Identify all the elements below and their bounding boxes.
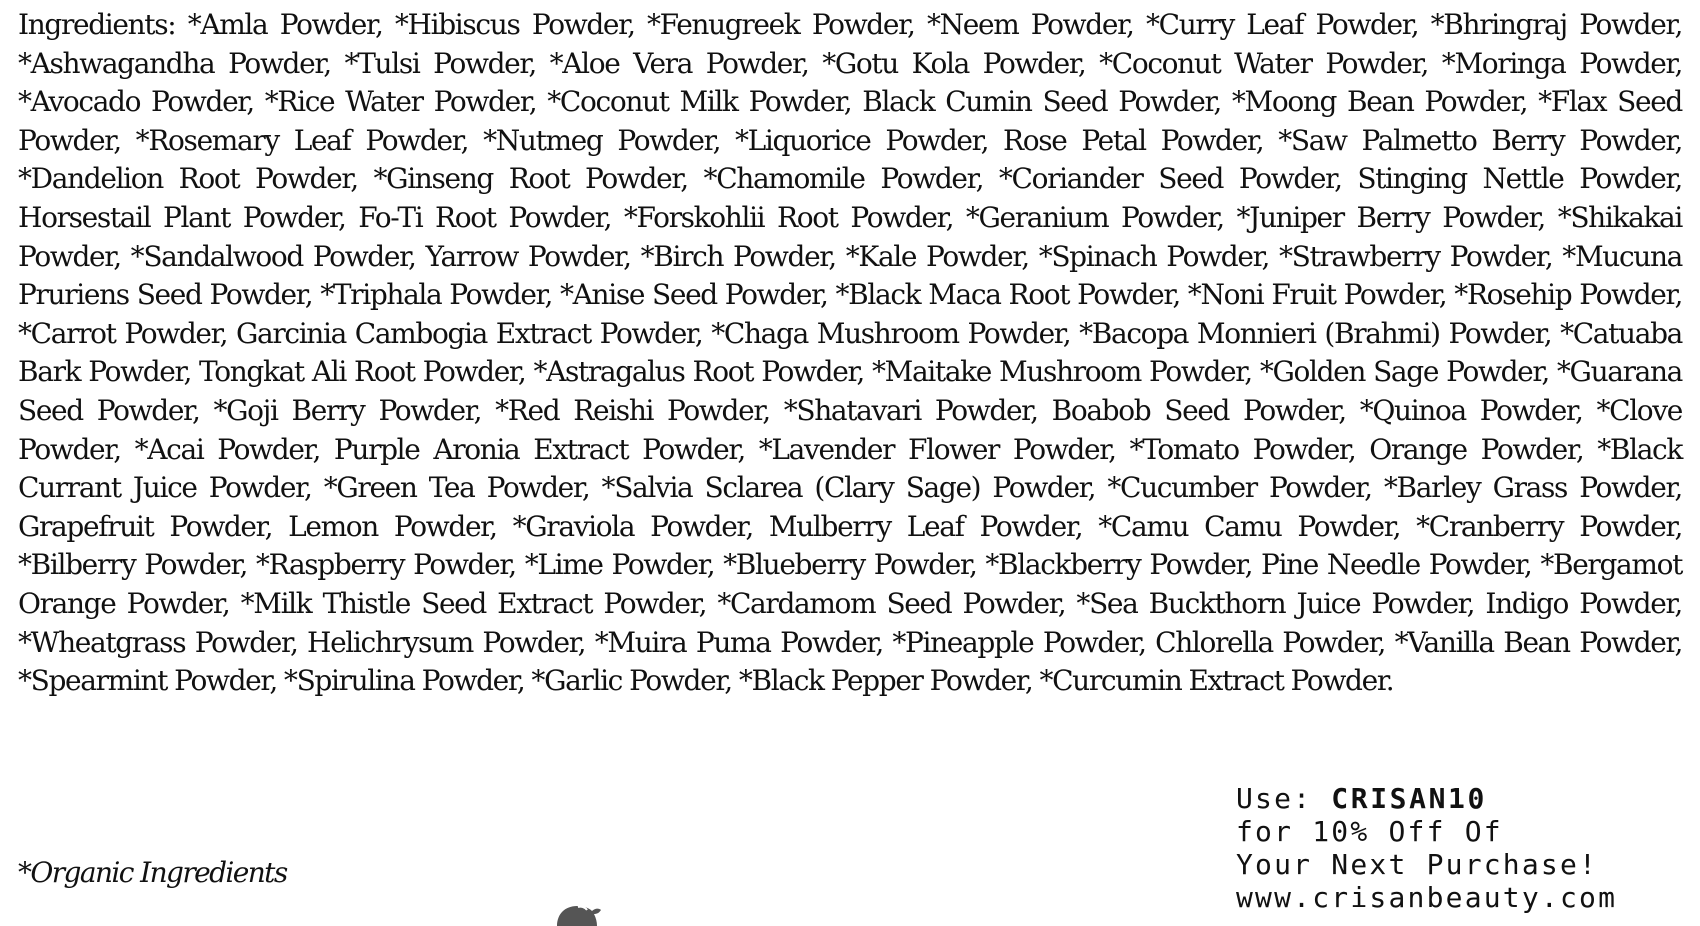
organic-ingredients-note: *Organic Ingredients bbox=[18, 856, 287, 889]
ingredients-list: Ingredients: *Amla Powder, *Hibiscus Powder, *Fenugreek Powder, *Neem Powder, *Curry Leaf Powder, *Bhringraj Powder, *Ashwagandha Powder, *Tulsi Powder, *Aloe Vera Powder, *Gotu Kola Powder, *Coconut Water Powder, *Moringa Powder, *Avocado Powder, *Rice Water Powder, *Coconut Milk Powder, Black Cumin Seed Powder, *Moong Bean Powder, *Flax Seed Powder, *Rosemary Leaf Powder, *Nutmeg Powder, *Liquorice Powder, Rose Petal Powder, *Saw Palmetto Berry Powder, *Dandelion Root Powder, *Ginseng Root Powder, *Chamomile Powder, *Coriander Seed Powder, Stinging Nettle Powder, Horsestail Plant Powder, Fo-Ti Root Powder, *Forskohlii Root Powder, *Geranium Powder, *Juniper Berry Powder, *Shikakai Powder, *Sandalwood Powder, Yarrow Powder, *Birch Powder, *Kale Powder, *Spinach Powder, *Strawberry Powder, *Mucuna Pruriens Seed Powder, *Triphala Powder, *Anise Seed Powder, *Black Maca Root Powder, *Noni Fruit Powder, *Rosehip Powder, *Carrot Powder, Garcinia Cambogia Extract Powder, *Chaga Mushroom Powder, *Bacopa Monnieri (Brahmi) Powder, *Catuaba Bark Powder, Tongkat Ali Root Powder, *Astragalus Root Powder, *Maitake Mushroom Powder, *Golden Sage Powder, *Guarana Seed Powder, *Goji Berry Powder, *Red Reishi Powder, *Shatavari Powder, Boabob Seed Powder, *Quinoa Powder, *Clove Powder, *Acai Powder, Purple Aronia Extract Powder, *Lavender Flower Powder, *Tomato Powder, Orange Powder, *Black Currant Juice Powder, *Green Tea Powder, *Salvia Sclarea (Clary Sage) Powder, *Cucumber Powder, *Barley Grass Powder, Grapefruit Powder, Lemon Powder, *Graviola Powder, Mulberry Leaf Powder, *Camu Camu Powder, *Cranberry Powder, *Bilberry Powder, *Raspberry Powder, *Lime Powder, *Blueberry Powder, *Blackberry Powder, Pine Needle Powder, *Bergamot Orange Powder, *Milk Thistle Seed Extract Powder, *Cardamom Seed Powder, *Sea Buckthorn Juice Powder, Indigo Powder, *Wheatgrass Powder, Helichrysum Powder, *Muira Puma Powder, *Pineapple Powder, Chlorella Powder, *Vanilla Bean Powder, *Spearmint Powder, *Spirulina Powder, *Garlic Powder, *Black Pepper Powder, *Curcumin Extract Powder. bbox=[18, 8, 1682, 698]
promo-code-line bbox=[1236, 782, 1676, 815]
promo-code: CRISAN10 bbox=[1331, 782, 1487, 815]
promo-website[interactable]: www.crisanbeauty.com bbox=[1236, 881, 1618, 914]
promo-discount-line: for 10% Off Of bbox=[1236, 815, 1503, 848]
promo-use-label: Use: bbox=[1236, 782, 1332, 815]
promo-purchase-line: Your Next Purchase! bbox=[1236, 848, 1599, 881]
promo-block bbox=[1236, 782, 1676, 914]
